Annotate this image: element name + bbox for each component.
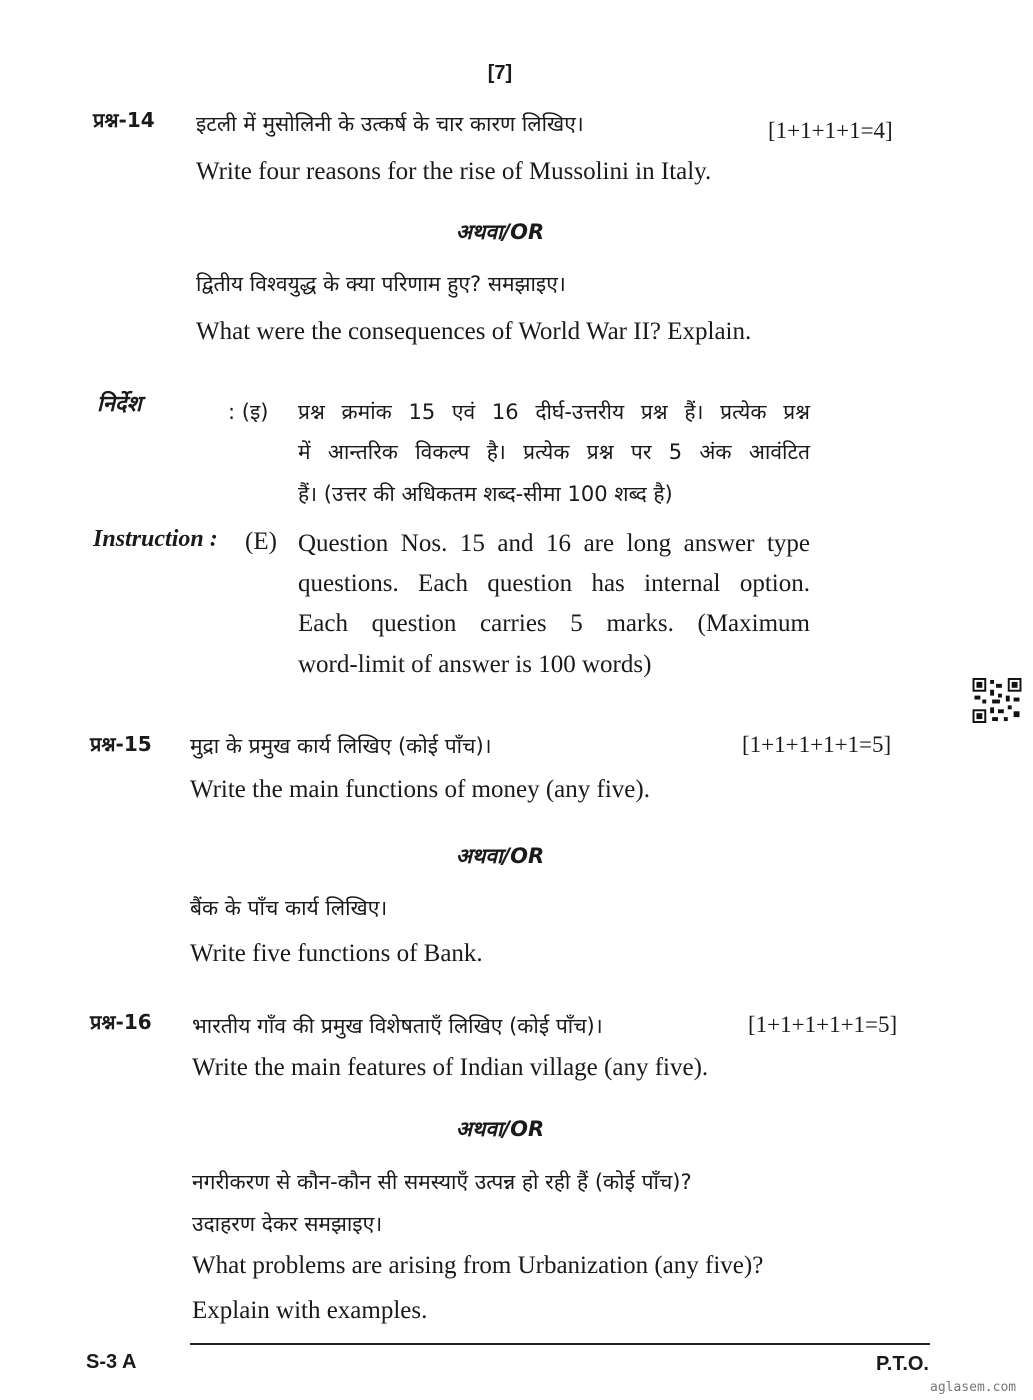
instruction-marker: (E) xyxy=(245,528,277,555)
page-number: [7] xyxy=(487,62,513,84)
q16-marks: [1+1+1+1+1=5] xyxy=(748,1012,898,1037)
q15-alt-hindi: बैंक के पाँच कार्य लिखिए। xyxy=(190,896,388,920)
q14-or: अथवा/OR xyxy=(455,220,545,244)
directions-marker: : (इ) xyxy=(228,400,269,424)
directions-line-3: हैं। (उत्तर की अधिकतम शब्द-सीमा 100 शब्द है) xyxy=(298,482,673,506)
footer-pto: P.T.O. xyxy=(876,1353,929,1375)
q16-alt-english-1: What problems are arising from Urbanization (any five)? xyxy=(192,1252,764,1279)
q14-english: Write four reasons for the rise of Mussolini in Italy. xyxy=(196,158,712,185)
directions-line-2: में आन्तरिक विकल्प है। प्रत्येक प्रश्न पर 5 अंक आवंटित xyxy=(298,440,810,464)
instruction-line-1: Question Nos. 15 and 16 are long answer type xyxy=(298,530,810,557)
q16-label: प्रश्न-16 xyxy=(90,1010,152,1034)
instruction-label: Instruction : xyxy=(93,526,218,552)
q15-marks: [1+1+1+1+1=5] xyxy=(742,732,892,757)
directions-line-1: प्रश्न क्रमांक 15 एवं 16 दीर्घ-उत्तरीय प्रश्न हैं। प्रत्येक प्रश्न xyxy=(298,400,810,424)
q14-hindi: इटली में मुसोलिनी के उत्कर्ष के चार कारण लिखिए। xyxy=(196,112,584,136)
instruction-line-3: Each question carries 5 marks. (Maximum xyxy=(298,610,810,637)
q16-alt-hindi-1: नगरीकरण से कौन-कौन सी समस्याएँ उत्पन्न हो रही हैं (कोई पाँच)? xyxy=(192,1170,692,1194)
footer-code: S-3 A xyxy=(86,1351,137,1373)
qr-code-icon xyxy=(972,678,1022,723)
instruction-line-2: questions. Each question has internal option. xyxy=(298,570,810,597)
instruction-line-4: word-limit of answer is 100 words) xyxy=(298,651,652,678)
q15-or: अथवा/OR xyxy=(455,844,545,868)
footer-divider xyxy=(190,1343,930,1345)
q16-alt-english-2: Explain with examples. xyxy=(192,1297,428,1324)
directions-label: निर्देश xyxy=(97,392,142,417)
q14-label: प्रश्न-14 xyxy=(93,108,155,132)
q14-alt-hindi: द्वितीय विश्वयुद्ध के क्या परिणाम हुए? समझाइए। xyxy=(196,272,566,296)
q14-alt-english: What were the consequences of World War II? Explain. xyxy=(196,318,752,345)
q16-alt-hindi-2: उदाहरण देकर समझाइए। xyxy=(192,1212,383,1236)
q16-hindi: भारतीय गाँव की प्रमुख विशेषताएँ लिखिए (कोई पाँच)। xyxy=(192,1014,603,1038)
q15-hindi: मुद्रा के प्रमुख कार्य लिखिए (कोई पाँच)। xyxy=(190,734,492,758)
q15-label: प्रश्न-15 xyxy=(90,732,152,756)
q15-english: Write the main functions of money (any five). xyxy=(190,776,650,803)
q14-marks: [1+1+1+1=4] xyxy=(768,118,893,143)
watermark: aglasem.com xyxy=(930,1380,1017,1395)
q16-or: अथवा/OR xyxy=(455,1117,545,1141)
q16-english: Write the main features of Indian village (any five). xyxy=(192,1054,709,1081)
q15-alt-english: Write five functions of Bank. xyxy=(190,940,483,967)
